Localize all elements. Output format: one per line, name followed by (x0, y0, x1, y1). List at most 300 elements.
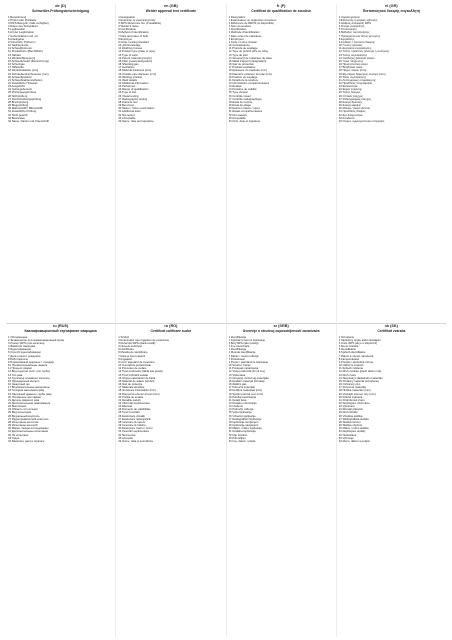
term-item: 24 Domeniu de valabilitate (118, 408, 151, 412)
term-item: 31 Încercări suplimentare (118, 430, 150, 434)
term-item: 4 Όνομα συγκολλητή (338, 25, 365, 29)
term-item: 18 Grosimea materialului (mm) (118, 389, 156, 393)
term-item: 17 Вспомогательные материалы (8, 386, 50, 390)
term-item: 19 Rohraußendurchmesser (mm) (8, 72, 49, 76)
term-item: 11 Procédé de soudage (228, 47, 258, 51)
term-item: 5 Identification (118, 28, 136, 32)
term-item: 21 Schweißnahteinzelheiten (8, 78, 43, 82)
term-item: 15 Prídavný materiál (označenie) (338, 379, 380, 383)
term-item: 10 Cunoștințe profesionale (118, 364, 151, 368)
term-item: 31 Dodatna ispitivanja (228, 430, 256, 434)
term-item: 13 Τύπος συγκόλλησης (338, 53, 368, 57)
term-item: 30 Μακρο / μικρο εξέταση (338, 107, 371, 111)
term-item: 24 Geltungsbereich (8, 88, 32, 92)
term-item: 30 Examinare macro / micro (118, 427, 153, 431)
term-item: 32 Nije ispitano (228, 433, 248, 437)
term-item: 3 Číslo WPS (ak je k dispozícii) (338, 342, 377, 345)
term-item: 33 Acceptable (118, 116, 136, 120)
language-code: sk (SK) (384, 324, 398, 328)
language-code: en (GB) (164, 4, 178, 8)
term-item: 24 Rozsah platnosti (338, 408, 363, 412)
language-column (115, 324, 225, 637)
term-item: 15 Υλικό πλήρωσης (338, 59, 364, 63)
term-item: 2 Examiner or examining body (118, 18, 156, 22)
document-title: Квалификационный сертификат сварщика (24, 328, 97, 333)
column-header (118, 4, 223, 13)
term-item: 20 Welding position (118, 75, 143, 79)
term-item: 9 Κώδικας / πρότυπο δοκιμής (338, 40, 375, 44)
term-item: 23 Εκτελέστηκε (338, 85, 358, 89)
term-item: 9 Code / norme d'essai (228, 40, 257, 44)
term-item: 29 Bend test (118, 104, 134, 108)
term-item: 29 Biegeprüfung (8, 104, 29, 108)
term-item: 1 Обозначение (8, 335, 28, 339)
term-item: 7 Data și locul nașterii (118, 354, 146, 358)
term-item: 20 Position de soudage (228, 75, 258, 79)
language-code: ru (RUS) (52, 324, 69, 328)
term-item: 28 Испытание на излом (8, 420, 39, 424)
term-item: 33 Годен (8, 436, 20, 440)
term-item: 6 Metoda de identificare (118, 351, 148, 355)
term-item: 12 Τύπος προϊόντος (έλασμα ή σωλήνας) (338, 50, 390, 54)
term-item: 1 Bezeichnung (8, 15, 27, 19)
term-list (229, 16, 334, 123)
term-item: 17 Hilfsstoffe (8, 66, 24, 70)
term-item: 27 Rádiografická skúška (338, 417, 369, 421)
term-item: 29 Skúška ohybom (338, 424, 363, 428)
term-item: 22 Πρόσθετες πληροφορίες (338, 81, 373, 85)
language-column (226, 4, 336, 322)
term-item: 34 Name, Datum und Unterschrift (8, 119, 49, 123)
column-header (229, 4, 334, 13)
term-item: 25 Вид испытания (8, 411, 32, 415)
term-item: 25 Vrsta ispitivanja (228, 411, 252, 415)
term-item: 3 Номер WPS (при наличии) (8, 342, 45, 345)
term-item: 30 Makroschliff / Mikroschliff (8, 107, 43, 111)
term-item: 32 Δεν δοκιμάστηκε (338, 113, 363, 117)
term-item: 34 Ime, datum i potpis (228, 439, 256, 443)
term-item: 28 Essai de rupture (228, 100, 253, 104)
term-item: 17 Pomoćni materijali (228, 386, 255, 390)
term-item: 34 Nom, date et signature (228, 119, 261, 123)
term-item: 2 Examinator sau organism de examinare (118, 338, 170, 342)
term-item: 33 Acceptable (228, 116, 246, 120)
term-item: 22 Zusätzliche Hinweise (8, 81, 38, 85)
term-item: 24 Range of qualification (118, 88, 149, 92)
term-item: 30 Makro / mikro ispitivanje (228, 427, 262, 431)
term-item: 27 Radiografsko ispitivanje (228, 417, 262, 421)
term-item: 28 Ispitivanje lomljenjem (228, 420, 259, 424)
term-item: 26 Οπτικός έλεγχος (338, 94, 363, 98)
term-item: 21 Détails de la soudure (228, 78, 259, 82)
term-item: 3 WPS Beleg-Nr. (falls verfügbar) (8, 22, 49, 25)
term-item: 29 Ispitivanje savijanjem (228, 424, 259, 428)
term-item: 1 Označenie (338, 335, 355, 339)
term-item: 34 Фамилия, дата и подпись (8, 439, 45, 443)
term-item: 10 Профессиональные знания (8, 364, 48, 368)
term-item: 18 Épaisseur du matériau (mm) (228, 69, 268, 73)
term-item: 4 Фамилия сварщика (8, 345, 36, 349)
term-item: 23 Выполнено (8, 405, 27, 409)
term-item: 19 Outside pipe diameter (mm) (118, 72, 157, 76)
term-item: 1 Désignation (228, 15, 246, 19)
document-title: Certifikát zvárača (377, 328, 406, 333)
term-item: 7 Date and place of birth (118, 34, 149, 38)
term-item: 34 Meno, dátum a podpis (338, 439, 370, 443)
term-item: 10 Odborné znalosti (338, 364, 364, 368)
term-item: 2 Экзаменатор или экзаменационный орган (8, 338, 65, 342)
term-item: 11 Διεργασία συγκόλλησης (338, 47, 372, 51)
term-item: 6 Art der Legitimation (8, 31, 34, 35)
term-item: 20 Poloha zvárania (338, 395, 363, 399)
column-header (8, 324, 113, 333)
language-code: el (GR) (385, 4, 398, 8)
term-item: 8 Zamestnávateľ (338, 357, 360, 361)
term-item: 34 Name, date and signature (118, 119, 154, 123)
term-item: 30 Makro / mikro skúška (338, 427, 369, 431)
term-item: 22 Informații suplimentare (118, 401, 150, 405)
term-item: 33 Prihvatljivo (228, 436, 246, 440)
column-header (229, 324, 334, 333)
term-item: 21 Detalji šava (228, 398, 247, 402)
term-item: 23 Vykonané (338, 405, 355, 409)
term-item: 16 Προστατευτικό αέριο (338, 63, 368, 67)
language-column (336, 4, 446, 322)
term-item: 16 Gaz de protection (228, 63, 255, 67)
language-code: sr (SRB) (273, 324, 289, 328)
term-item: 27 Ραδιογραφικός έλεγχος (338, 97, 371, 101)
term-item: 13 Vrsta šava (228, 373, 246, 377)
term-item: 25 Type d'essai (228, 91, 248, 95)
term-item: 14 Parent material group(s) (118, 56, 152, 60)
term-item: 14 Groupe(s) de matériaux de base (228, 56, 272, 60)
term-item: 27 Радиографический контроль (8, 417, 49, 421)
bottom-language-row (6, 323, 446, 637)
term-item: 18 Толщина материала (мм) (8, 389, 45, 393)
term-item: 30 Macro / micro examination (118, 107, 155, 111)
term-item: 28 Fracture test (118, 100, 138, 104)
term-item: 20 Položaj zavarivanja (228, 395, 257, 399)
term-item: 32 Non essayé (228, 113, 247, 117)
term-item: 6 Μέθοδος ταυτοποίησης (338, 31, 370, 35)
term-item: 8 Poslodavac (228, 357, 246, 361)
term-item: 19 Vonkajší priemer rúry (mm) (338, 392, 376, 396)
term-item: 31 Doplňujúce skúšky (338, 430, 366, 434)
column-header (118, 324, 223, 333)
term-list (229, 336, 334, 443)
term-item: 5 Legitimation (8, 28, 26, 32)
term-item: 16 Ochranný plyn (338, 383, 361, 387)
term-item: 10 Job knowledge (118, 44, 141, 48)
term-item: 25 Tipul încercării (118, 411, 140, 415)
term-item: 11 Процесс сварки (8, 367, 32, 371)
term-item: 30 Макро / микро исследование (8, 427, 49, 431)
glossary-page (6, 4, 446, 636)
language-column (6, 324, 115, 637)
term-item: 5 Identification (228, 28, 247, 32)
term-item: 17 Pomocné materiály (338, 386, 367, 390)
term-item: 9 Vorschrift / Prüfnorm (8, 40, 36, 44)
term-item: 14 Ομάδα(ες) βασικού υλικού (338, 56, 375, 60)
term-item: 24 Εύρος έγκρισης (338, 88, 362, 92)
term-item: 4 Name des Schweißers (8, 25, 38, 29)
term-item: 31 Additional tests (118, 110, 141, 114)
term-item: 12 Type de produit (tôle ou tube) (228, 50, 269, 54)
language-column (226, 324, 336, 637)
term-item: 23 Performed (118, 85, 135, 89)
term-item: 32 Не испытано (8, 433, 29, 437)
term-item: 12 Vrsta proizvoda (lim ili cev) (228, 370, 266, 374)
language-column (115, 4, 225, 322)
term-item: 10 Stručno znanje (228, 364, 251, 368)
term-item: 31 Zusätzliche Prüfung (8, 110, 37, 114)
term-item: 23 Urađeno (228, 405, 243, 409)
term-item: 8 Angajator (118, 357, 133, 361)
document-title: Certificat calificare sudor (150, 328, 192, 333)
term-item: 17 Βοηθητικά υλικά (338, 66, 363, 70)
term-item: 11 Procedeu de sudare (118, 367, 147, 371)
term-item: 3 Referința WPS (dacă există) (118, 342, 156, 345)
term-item: 6 Способ идентификации (8, 351, 41, 355)
term-item: 4 Numele sudorului (118, 345, 142, 349)
term-item: 8 Εργοδότης (338, 37, 355, 41)
term-item: 23 Ausgeführt (8, 85, 25, 89)
term-item: 29 Испытание на изгиб (8, 424, 38, 428)
term-item: 13 Type of weld (118, 53, 138, 57)
term-item: 23 Efectuat (118, 405, 133, 409)
term-item: 7 Ημερομηνία και τόπος γέννησης (338, 34, 381, 38)
term-item: 28 Skúška lomom (338, 420, 361, 424)
term-list (8, 16, 113, 123)
column-header (8, 4, 113, 13)
term-item: 15 Métal d'apport (désignation) (228, 59, 267, 63)
term-item: 5 Identifikácia (338, 348, 356, 352)
term-item: 13 Nahtart (8, 53, 21, 57)
term-item: 5 Ταυτοποίηση (338, 28, 357, 32)
document-title: Welder approval test certificate (145, 8, 196, 13)
term-item: 3 Αριθμός αναφοράς WPS (338, 22, 372, 25)
term-item: 28 Δοκιμή θραύσης (338, 100, 363, 104)
term-item: 4 Meno zvárača (338, 345, 359, 349)
term-item: 12 Вид изделия (лист или труба) (8, 370, 50, 374)
term-item: 2 Prüfer oder Prüfstelle (8, 18, 37, 22)
term-item: 18 Hrúbka materiálu (mm) (338, 389, 371, 393)
term-item: 33 Vyhovuje (338, 436, 354, 440)
term-item: 20 Θέση συγκόλλησης (338, 75, 367, 79)
language-code: ro (RO) (164, 324, 178, 328)
term-item: 26 Vizuálna skúška (338, 414, 363, 418)
term-item: 9 Predpis / skúšobná norma (338, 360, 373, 364)
term-item: 34 Όνομα, ημερομηνία και υπογραφή (338, 119, 385, 123)
term-item: 24 Područje važenja (228, 408, 254, 412)
term-item: 9 Propis / standard za ispitivanje (228, 360, 269, 364)
term-item: 3 Broj WPS (ako postoji) (228, 342, 259, 345)
term-item: 32 Not tested (118, 113, 135, 117)
term-item: 8 Employer (118, 37, 133, 41)
term-item: 2 Examinateur ou organisme d'examen (228, 18, 277, 22)
term-item: 32 Nicht geprüft (8, 113, 28, 117)
term-item: 8 Employeur (228, 37, 244, 41)
term-item: 14 Grupa(e) osnovnog materijala (228, 376, 269, 380)
term-item: 2 Skúšobný orgán alebo skúšajúci (338, 338, 381, 342)
document-title: Certificat de qualification de soudeur (251, 8, 311, 13)
term-item: 14 Группа(ы) основного металла (8, 376, 50, 380)
term-list (8, 336, 113, 443)
term-item: 29 Încercare la îndoire (118, 424, 146, 428)
document-title: Uverenje o stručnoj osposobljenosti zavarivača (242, 328, 320, 333)
term-item: 27 Examinare radiografică (118, 417, 151, 421)
term-item: 22 Informations complémentaires (228, 81, 270, 85)
term-item: 20 Poziția de sudare (118, 395, 144, 399)
document-title: Πιστοποιητικό δοκιμής συγκολλητή (362, 8, 420, 13)
term-list (118, 336, 223, 443)
term-item: 14 Grupa materialului de bază (118, 376, 156, 380)
column-header (339, 324, 444, 333)
term-item: 26 Vizuelno ispitivanje (228, 414, 256, 418)
term-item: 19 Εξωτερική διάμετρος σωλήνα (mm) (338, 72, 386, 76)
language-code: fr (F) (276, 4, 286, 8)
term-item: 21 Weld details (118, 78, 138, 82)
term-item: 18 Πάχος υλικού (mm) (338, 69, 367, 73)
term-item: 16 Gaz de protecție (118, 383, 143, 387)
term-item: 1 Χαρακτηρισμός (338, 15, 360, 19)
term-item: 8 Работодатель (8, 357, 29, 361)
term-item: 6 Method of identification (118, 31, 149, 35)
term-item: 33 Acceptat (118, 436, 133, 440)
term-list (339, 16, 444, 123)
term-item: 31 Essais complémentaires (228, 110, 263, 114)
term-item: 22 Дополнительная информация (8, 401, 51, 405)
term-item: 22 Additional information (118, 81, 149, 85)
language-code: de (D) (55, 4, 66, 8)
term-item: 16 Shielding gas (118, 63, 139, 67)
term-item: 17 Produits auxiliaires (228, 66, 256, 70)
term-item: 32 Neskúšané (338, 433, 357, 437)
term-item: 24 Domaine de validité (228, 88, 257, 92)
term-item: 11 Schweißprozess (8, 47, 32, 51)
document-title: Schweißer-Prüfungsbescheinigung (32, 8, 90, 13)
term-item: 4 Welder's name (118, 25, 139, 29)
term-item: 25 Druh skúšky (338, 411, 358, 415)
term-item: 7 Datum i mesto rođenja (228, 354, 259, 358)
term-item: 12 Produktform (Blech/Rohr) (8, 50, 43, 54)
term-item: 19 Diamètre extérieur du tube (mm) (228, 72, 273, 76)
term-item: 26 Contrôle visuel (228, 94, 251, 98)
term-item: 12 Druh výrobku (plech alebo rúra) (338, 370, 382, 374)
term-item: 18 Material thickness (mm) (118, 69, 152, 73)
term-item: 3 Référence du DMOS (si disponible) (228, 22, 275, 25)
term-item: 22 Dodatne informacije (228, 401, 257, 405)
term-item: 12 Product type (plate or pipe) (118, 50, 156, 54)
term-item: 12 Tipul produsului (tablă sau țeavă) (118, 370, 163, 374)
term-item: 4 Nom du soudeur (228, 25, 252, 29)
term-item: 31 Дополнительные испытания (8, 430, 49, 434)
term-item: 28 Bruchprüfung (8, 100, 29, 104)
term-item: 17 Auxiliaries (118, 66, 135, 70)
term-item: 14 Werkstoffgruppe(n) (8, 56, 36, 60)
term-item: 14 Skupina(y) základného materiálu (338, 376, 383, 380)
term-item: 27 Durchstrahlungsprüfung (8, 97, 42, 101)
term-item: 11 Spôsob zvárania (338, 367, 363, 371)
term-item: 18 Debljina materijala (mm) (228, 389, 263, 393)
term-item: 9 Нормативный документ / стандарт (8, 360, 55, 364)
term-item: 13 Druh zvaru (338, 373, 357, 377)
term-item: 25 Τύπος δοκιμής (338, 91, 361, 95)
term-item: 17 Materiale auxiliare (118, 386, 145, 390)
term-item: 5 Идентификация (8, 348, 31, 352)
term-item: 29 Δοκιμή κάμψης (338, 104, 361, 108)
term-item: 7 Dátum a miesto narodenia (338, 354, 374, 358)
term-item: 34 Nume, data și semnătura (118, 439, 153, 443)
term-item: 9 Code / testing standard (118, 40, 149, 44)
language-column (6, 4, 115, 322)
term-item: 21 Detaliile sudurii (118, 398, 141, 402)
term-item: 28 Încercare la rupere (118, 420, 146, 424)
term-item: 16 Schutzgas (8, 63, 25, 67)
term-item: 10 Sachkenntnis (8, 44, 29, 48)
term-item: 26 Examinare vizuală (118, 414, 145, 418)
term-item: 6 Spôsob identifikácie (338, 351, 366, 355)
term-item: 29 Essai de pliage (228, 104, 251, 108)
term-item: 33 Αποδεκτό (338, 116, 355, 120)
term-item: 8 Arbeitgeber (8, 37, 25, 41)
term-item: 22 Doplňujúce informácie (338, 401, 370, 405)
term-item: 33 Bestanden (8, 116, 25, 120)
term-item: 20 Schweißposition (8, 75, 32, 79)
term-item: 21 Podrobnosti zvaru (338, 398, 365, 402)
term-item: 5 Identifikacija (228, 348, 246, 352)
term-item: 9 Cod / standard de încercare (118, 360, 155, 364)
term-item: 16 Zaštitni gas (228, 383, 247, 387)
term-item: 15 Schweißzusatz (Bezeichnung) (8, 59, 49, 63)
term-item: 2 Εξεταστής ή φορέας εξέτασης (338, 18, 378, 22)
term-item: 11 Welding process (118, 47, 143, 51)
term-item: 1 Identifikacija (228, 335, 246, 339)
term-item: 15 Material de adaos (simbol) (118, 379, 155, 383)
term-item: 3 WPS Reference No. (if available) (118, 22, 161, 25)
term-item: 15 Dodatni materijal (oznaka) (228, 379, 265, 383)
term-item: 10 Γνώση εργασίας (338, 44, 363, 48)
term-item: 13 Type de joint (228, 53, 248, 57)
term-item: 1 Simbol (118, 335, 129, 339)
term-item: 20 Положение при сварке (8, 395, 42, 399)
term-item: 15 Filler metal (designation) (118, 59, 153, 63)
column-header (339, 4, 444, 13)
term-item: 30 Examen macro / micro (228, 107, 260, 111)
top-language-row (6, 4, 446, 322)
term-item: 2 Ispitivač ili telo za ispitivanje (228, 338, 266, 342)
language-column (336, 324, 446, 637)
term-item: 27 Radiographic testing (118, 97, 148, 101)
term-item: 23 Réalisé (228, 85, 242, 89)
term-item: 1 Designation (118, 15, 136, 19)
term-item: 26 Sichtprüfung (8, 94, 28, 98)
term-item: 5 Identificare (118, 348, 134, 352)
term-item: 19 Spoljni prečnik cevi (mm) (228, 392, 264, 396)
term-item: 32 Neîncercat (118, 433, 136, 437)
term-item: 7 Дата и место рождения (8, 354, 41, 358)
term-item: 6 Metoda identifikacije (228, 351, 256, 355)
term-item: 26 Visual testing (118, 94, 139, 98)
term-item: 6 Méthode d'identification (228, 31, 260, 35)
term-item: 31 Πρόσθετες δοκιμές (338, 110, 366, 114)
term-item: 26 Визуальный контроль (8, 414, 40, 418)
term-item: 27 Contrôle radiographique (228, 97, 262, 101)
term-item: 19 Наружный диаметр трубы (мм) (8, 392, 52, 396)
term-list (339, 336, 444, 443)
term-item: 21 Λεπτομέρειες συγκόλλησης (338, 78, 376, 82)
term-item: 10 Connaissance (228, 44, 250, 48)
